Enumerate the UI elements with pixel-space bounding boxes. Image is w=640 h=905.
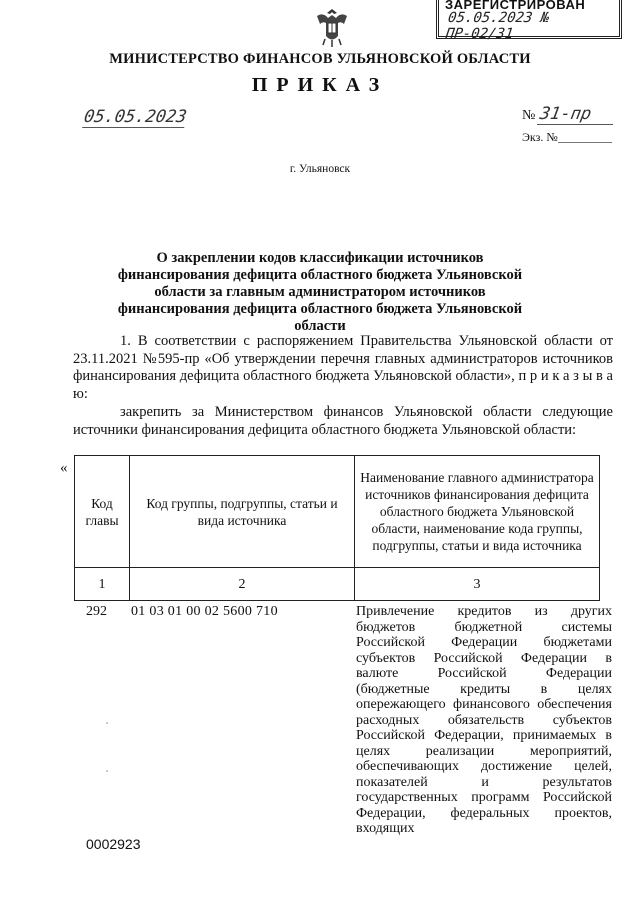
city: г. Ульяновск bbox=[289, 163, 351, 175]
row-source-name: Привлечение кредитов из других бюджетов бюджетной системы Российской Федерации бюджетами субъектов Российской Федерации в валюте Российской Федерации (бюджетные кредиты в целях опережающего финансового обеспечения расходных обязательств субъектов Российской Федерации, принимаемых в целях реализации мероприятий, обеспечивающих достижение целей, показателей и результатов государственных программ Российской Федерации, федеральных проектов, входящих bbox=[356, 604, 612, 836]
opening-quote: « bbox=[60, 460, 68, 476]
column-number: 1 bbox=[75, 568, 130, 601]
document-subject: О закреплении кодов классификации источников финансирования дефицита областного бюджета Ульяновской области за главным администратором источников финансирования дефицита областного бюджета Ульяновской области bbox=[117, 250, 523, 334]
number-underline bbox=[537, 124, 613, 125]
paragraph-2: закрепить за Министерством финансов Ульяновской области следующие источники финансирования дефицита областного бюджета Ульяновской области: bbox=[73, 404, 613, 438]
header-code-group: Код группы, подгруппы, статьи и вида источника bbox=[130, 456, 355, 568]
table-header-row bbox=[75, 456, 600, 568]
column-number: 2 bbox=[130, 568, 355, 601]
copy-underline bbox=[558, 142, 612, 143]
document-number: 31-пр bbox=[538, 104, 593, 124]
paragraph-1: 1. В соответствии с распоряжением Правительства Ульяновской области от 23.11.2021 №595-пр «Об утверждении перечня главных администраторов источников финансирования дефицита областного бюджета Ульяновской области», п р и к а з ы в а ю: bbox=[73, 333, 613, 402]
row-source-code: 01 03 01 00 02 5600 710 bbox=[131, 604, 278, 619]
column-number: 3 bbox=[355, 568, 600, 601]
stamp-title: ЗАРЕГИСТРИРОВАН bbox=[445, 0, 586, 12]
form-serial-number: 0002923 bbox=[86, 836, 141, 852]
stamp-registration: 05.05.2023 № ПР-02/31 bbox=[444, 10, 551, 42]
copy-label: Экз. № bbox=[522, 130, 558, 144]
row-chapter-code: 292 bbox=[86, 604, 107, 619]
number-label: № bbox=[522, 108, 536, 123]
sources-table bbox=[74, 455, 600, 601]
scan-speck bbox=[106, 722, 108, 724]
registration-stamp bbox=[436, 0, 622, 42]
document-type: ПРИКАЗ bbox=[251, 74, 389, 96]
ministry-name: МИНИСТЕРСТВО ФИНАНСОВ УЛЬЯНОВСКОЙ ОБЛАСТИ bbox=[109, 51, 531, 67]
scan-speck bbox=[106, 770, 108, 772]
header-code-chapter: Код главы bbox=[75, 456, 130, 568]
header-admin-name: Наименование главного администратора источников финансирования дефицита областного бюджета Ульяновской области, наименование кода группы, подгруппы, статьи и вида источника bbox=[355, 456, 600, 568]
coat-of-arms-icon bbox=[313, 6, 351, 48]
table-numbering-row bbox=[75, 568, 600, 601]
document-date: 05.05.2023 bbox=[82, 107, 189, 127]
